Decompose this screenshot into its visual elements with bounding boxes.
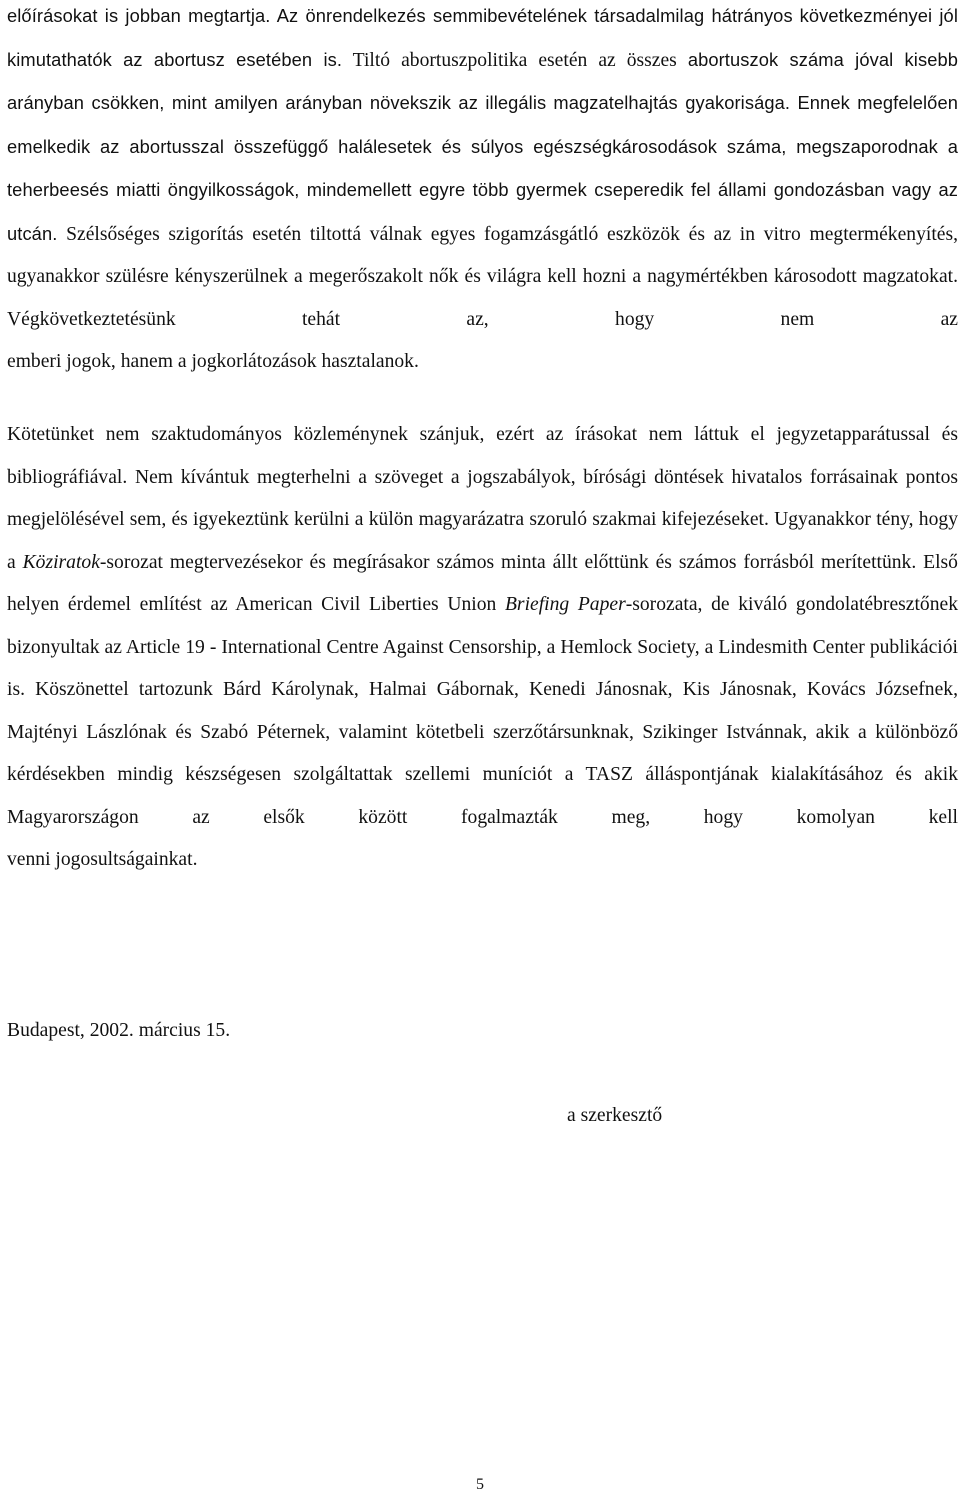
paragraph-2-part-3: -sorozata, de kiváló gondolatébresztőnek bizonyultak az Article 19 - International Centre Against Censorship, a Hemlock Society, a Lindesmith Center publikációi is. Köszönettel tartozunk Bárd Károlynak, Halmai Gábornak, Kenedi Jánosnak, Kis Jánosnak, Kovács Józsefnek, Majtényi Lászlónak és Szabó Péternek, valamint kötetbeli szerzőtársunknak, Szikinger Istvánnak, akik a különböző kérdésekben mindig készségesen szolgáltattak szellemi muníciót a TASZ álláspontjának kialakításához és akik Magyarországon az elsők között fogalmazták meg, hogy komolyan kell: [7, 594, 958, 828]
paragraph-1-line-4: magzatelhajtás gyakorisága.: [553, 92, 791, 113]
dateline: Budapest, 2002. március 15.: [7, 1020, 231, 1041]
paragraph-2: [7, 414, 958, 882]
document-page: [7, 0, 958, 1500]
paragraph-2-part-1: Kötetünket nem szaktudományos közleménynek szánjuk, ezért az írásokat nem láttuk el jegyzetapparátussal és bibliográfiával. Nem kívántuk megterhelni a szöveget a jogszabályok, bírósági döntések hivatalos forrásainak pontos megjelölésével sem, és igyekeztünk kerülni a külön magyarázatra szoruló szakmai kifejezéseket. Ugyanakkor tény, hogy a: [7, 424, 958, 573]
koziratok-title: Köziratok: [22, 551, 100, 573]
paragraph-1-line-3: abortuszok száma jóval kisebb arányban csökken, mint amilyen arányban növekszik az illegális: [7, 48, 958, 113]
briefing-paper-title: Briefing Paper: [504, 594, 626, 615]
paragraph-1-body-serif: Szélsőséges szigorítás esetén tiltottá válnak egyes fogamzásgátló eszközök és az in vitro megtermékenyítés, ugyanakkor szülésre kényszerülnek a megerőszakolt nők és világra kell hozni a nagymértékben károsodott magzatokat. Végkövetkeztetésünk tehát az, hogy nem az: [7, 223, 958, 330]
signature: a szerkesztő: [567, 1105, 663, 1126]
paragraph-1-line-2-rest: Tiltó abortuszpolitika esetén az összes: [342, 49, 677, 71]
paragraph-1-line-2: következményei jól kimutathatók az abortusz esetében is.: [7, 5, 958, 70]
paragraph-1: [7, 0, 958, 384]
paragraph-2-last-line: venni jogosultságainkat.: [7, 849, 198, 870]
paragraph-1-body: Ennek megfelelően emelkedik az abortusszal összefüggő halálesetek és súlyos egészségkárosodások száma, megszaporodnak a teherbeesés miatti öngyilkosságok, mindemellett egyre több gyermek cseperedik fel állami gondozásban vagy az utcán.: [7, 92, 958, 244]
page-number: 5: [476, 1476, 484, 1493]
paragraph-2-part-2: -sorozat megtervezésekor és megírásakor számos minta állt előttünk és számos forrásból merítettünk. Első helyen érdemel említést az American Civil Liberties Union: [7, 551, 958, 615]
paragraph-1-last-line: emberi jogok, hanem a jogkorlátozások hasztalanok.: [7, 351, 419, 372]
paragraph-1-line-1: előírásokat is jobban megtartja. Az önrendelkezés semmibevételének társadalmilag hátrányos: [7, 5, 793, 26]
